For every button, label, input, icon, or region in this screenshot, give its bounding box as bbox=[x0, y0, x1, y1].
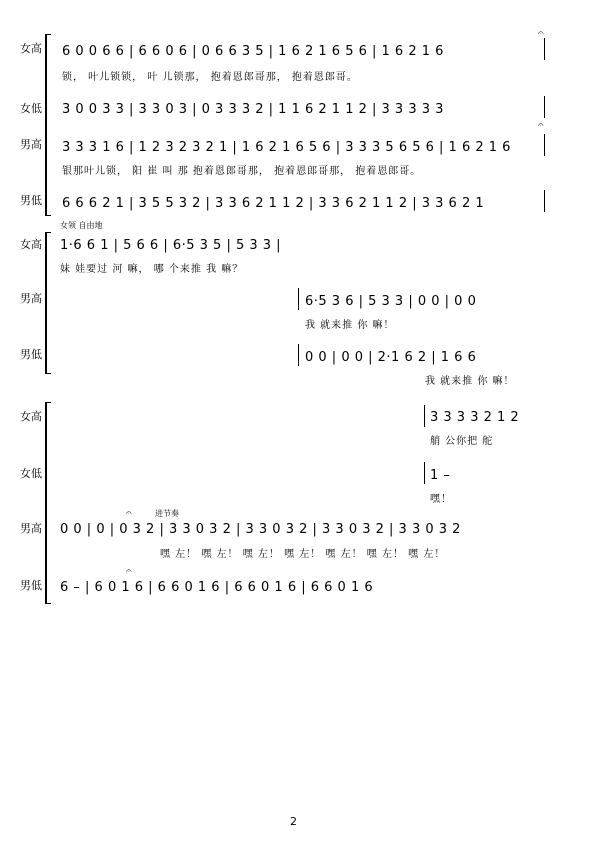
page-number: 2 bbox=[290, 815, 297, 828]
system-bracket bbox=[45, 232, 51, 374]
final-barline bbox=[544, 96, 545, 118]
notation-row: 0 0 | 0 | 0 3 2 | 3 3 0 3 2 | 3 3 0 3 2 | 3 3 0 3 2 | 3 3 0 3 2 bbox=[60, 522, 461, 537]
part-label: 男低 bbox=[20, 579, 42, 592]
final-barline bbox=[544, 134, 545, 156]
notation-row: 1 – bbox=[430, 468, 451, 483]
system-bracket bbox=[45, 402, 51, 604]
lyrics-row: 锁， 叶儿锁锁， 叶 儿锁那， 抱着恩郎哥那， 抱着恩郎哥。 bbox=[62, 72, 358, 83]
part-label: 男低 bbox=[20, 194, 42, 207]
lyrics-row: 嘿 左！ 嘿 左！ 嘿 左！ 嘿 左！ 嘿 左！ 嘿 左！ 嘿 左！ bbox=[160, 549, 446, 560]
lyrics-row: 艄 公你把 舵 bbox=[430, 436, 494, 447]
notation-row: 6 – | 6 0 1 6 | 6 6 0 1 6 | 6 6 0 1 6 | 6 6 0 1 6 bbox=[60, 580, 374, 595]
notation-row: 0 0 | 0 0 | 2·1 6 2 | 1 6 6 bbox=[305, 350, 477, 365]
final-barline bbox=[544, 190, 545, 212]
fermata-icon: 𝄐 bbox=[126, 508, 132, 519]
part-label: 女高 bbox=[20, 238, 42, 251]
part-label: 女高 bbox=[20, 410, 42, 423]
notation-row: 6 0 0 6 6 | 6 6 0 6 | 0 6 6 3 5 | 1 6 2 1 6 5 6 | 1 6 2 1 6 bbox=[62, 44, 444, 59]
part-label: 女高 bbox=[20, 42, 42, 55]
notation-row: 6 6 6 2 1 | 3 5 5 3 2 | 3 3 6 2 1 1 2 | 3 3 6 2 1 1 2 | 3 3 6 2 1 bbox=[62, 196, 485, 211]
part-label: 女低 bbox=[20, 467, 42, 480]
part-label: 男高 bbox=[20, 522, 42, 535]
lyrics-row: 嘿！ bbox=[430, 494, 452, 505]
notation-row: 3 3 3 3 2 1 2 bbox=[430, 410, 520, 425]
barline bbox=[298, 288, 299, 310]
notation-row: 6·5 3 6 | 5 3 3 | 0 0 | 0 0 bbox=[305, 294, 477, 309]
notation-row: 1·6 6 1 | 5 6 6 | 6·5 3 5 | 5 3 3 | bbox=[60, 238, 282, 253]
lyrics-row: 我 就来推 你 嘛！ bbox=[425, 376, 515, 387]
fermata-icon: 𝄐 bbox=[538, 28, 544, 39]
lyrics-row: 妹 娃要过 河 嘛， 哪 个来推 我 嘛？ bbox=[60, 264, 244, 275]
barline bbox=[424, 405, 425, 427]
barline bbox=[424, 462, 425, 484]
fermata-icon: 𝄐 bbox=[126, 566, 132, 577]
part-label: 男高 bbox=[20, 138, 42, 151]
system-bracket bbox=[45, 34, 51, 216]
part-label: 男高 bbox=[20, 292, 42, 305]
part-label: 女低 bbox=[20, 102, 42, 115]
barline bbox=[298, 344, 299, 366]
lyrics-row: 银那叶儿锁， 阳 崔 叫 那 抱着恩郎哥那， 抱着恩郎哥那， 抱着恩郎哥。 bbox=[62, 166, 422, 177]
part-label: 男低 bbox=[20, 348, 42, 361]
tempo-marking: 进节奏 bbox=[155, 509, 179, 518]
performance-marking: 女领 自由地 bbox=[60, 221, 103, 230]
lyrics-row: 我 就来推 你 嘛！ bbox=[305, 320, 395, 331]
fermata-icon: 𝄐 bbox=[538, 120, 544, 131]
notation-row: 3 0 0 3 3 | 3 3 0 3 | 0 3 3 3 2 | 1 1 6 2 1 1 2 | 3 3 3 3 3 bbox=[62, 102, 444, 117]
notation-row: 3 3 3 1 6 | 1 2 3 2 3 2 1 | 1 6 2 1 6 5 6 | 3 3 3 5 6 5 6 | 1 6 2 1 6 bbox=[62, 140, 511, 155]
final-barline bbox=[544, 38, 545, 60]
